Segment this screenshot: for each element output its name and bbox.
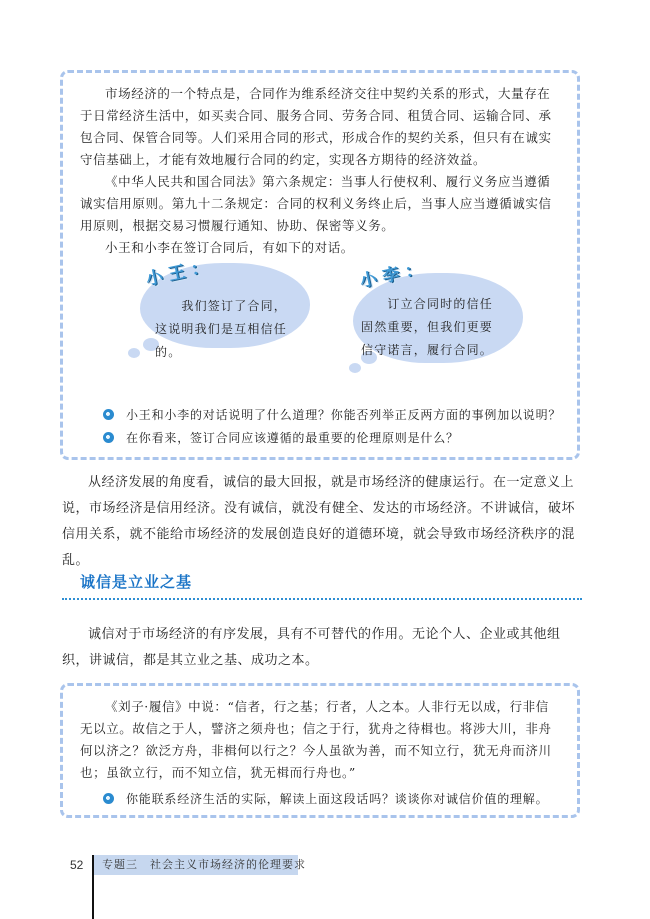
dialogue-text-xiaoli: 订立合同时的信任固然重要，但我们更要信守诺言，履行合同。 xyxy=(361,297,494,357)
bullet-icon xyxy=(103,793,114,804)
question-text: 你能联系经济生活的实际，解读上面这段话吗？谈谈你对诚信价值的理解。 xyxy=(126,792,549,806)
question-text: 小王和小李的对话说明了什么道理？你能否列举正反两方面的事例加以说明？ xyxy=(126,408,562,422)
thought-puff-small xyxy=(128,348,140,358)
speaker-label-xiaowang: 小王： xyxy=(144,255,216,290)
quote-content xyxy=(80,696,560,784)
section-divider xyxy=(62,598,582,600)
thought-puff-small xyxy=(349,363,361,373)
section-title: 诚信是立业之基 xyxy=(80,573,193,591)
question-text: 在你看来，签订合同应该遵循的最重要的伦理原则是什么？ xyxy=(126,431,459,445)
case-study-box xyxy=(60,70,580,460)
bullet-icon xyxy=(103,432,114,443)
bullet-icon xyxy=(103,409,114,420)
case-study-content xyxy=(80,83,560,259)
case-paragraph-intro: 小王和小李在签订合同后，有如下的对话。 xyxy=(105,240,354,255)
chapter-title-band: 专题三 社会主义市场经济的伦理要求 xyxy=(94,855,298,875)
page-number: 52 xyxy=(70,858,84,872)
quote-paragraph: 《刘子·履信》中说：“信者，行之基；行者，人之本。人非行无以成，行非信无以立。故信之于人，譬济之须舟也；信之于行，犹舟之待楫也。将涉大川，非舟何以济之？欲泛方舟，非楫何以行之？今人虽欲为善，而不知立行，犹无舟而济川也；虽欲立行，而不知立信，犹无楫而行舟也。” xyxy=(80,699,552,780)
case-paragraph-law: 《中华人民共和国合同法》第六条规定：当事人行使权利、履行义务应当遵循诚实信用原则。第九十二条规定：合同的权利义务终止后，当事人应当遵循诚实信用原则，根据交易习惯履行通知、协助、保密等义务。 xyxy=(80,174,552,233)
case-paragraph-contract: 市场经济的一个特点是，合同作为维系经济交往中契约关系的形式，大量存在于日常经济生活中，如买卖合同、服务合同、劳务合同、租赁合同、运输合同、承包合同、保管合同等。人们采用合同的形式，形成合作的契约关系，但只有在诚实守信基础上，才能有效地履行合同的约定，实现各方期待的经济效益。 xyxy=(80,86,552,167)
quote-box xyxy=(60,683,580,818)
main-paragraph-foundation: 诚信对于市场经济的有序发展，具有不可替代的作用。无论个人、企业或其他组织，讲诚信，都是其立业之基、成功之本。 xyxy=(62,627,561,668)
question-item xyxy=(103,429,459,446)
main-paragraph-economic: 从经济发展的角度看，诚信的最大回报，就是市场经济的健康运行。在一定意义上说，市场经济是信用经济。没有诚信，就没有健全、发达的市场经济。不讲诚信，破坏信用关系，就不能给市场经济的发展创造良好的道德环境，就会导致市场经济秩序的混乱。 xyxy=(62,475,576,568)
dialogue-text-xiaowang: 我们签订了合同，这说明我们是互相信任的。 xyxy=(155,299,288,359)
speaker-label-xiaoli: 小李： xyxy=(358,257,430,292)
question-item xyxy=(103,790,548,807)
question-item xyxy=(103,406,561,423)
